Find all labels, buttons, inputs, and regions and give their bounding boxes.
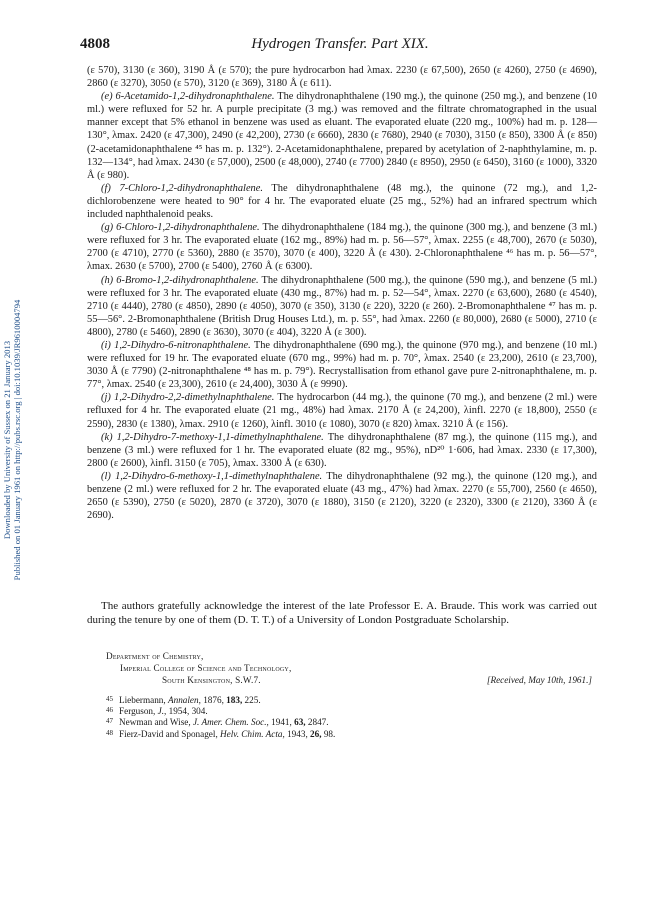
paragraph-j	[87, 391, 597, 430]
reference-number: 48	[106, 728, 113, 737]
paragraph-i	[87, 339, 597, 391]
paragraph-label: (h) 6-Bromo-1,2-dihydronaphthalene.	[101, 274, 259, 286]
reference-volume: 63,	[294, 717, 306, 728]
reference-item	[106, 728, 596, 739]
reference-authors: Ferguson,	[119, 706, 156, 717]
paragraph-e	[87, 90, 597, 182]
reference-page: 2847.	[307, 717, 329, 728]
reference-authors: Newman and Wise,	[119, 717, 191, 728]
reference-number: 47	[106, 717, 113, 726]
address-line	[106, 674, 596, 686]
reference-page: 304.	[191, 706, 208, 717]
paragraph-k	[87, 431, 597, 470]
reference-year: 1876,	[203, 695, 224, 705]
author-address	[106, 650, 596, 686]
running-head	[80, 36, 600, 56]
reference-authors: Liebermann,	[119, 695, 166, 705]
reference-journal: Helv. Chim. Acta,	[220, 728, 285, 739]
address-line-text: South Kensington, S.W.7.	[162, 675, 261, 685]
paragraph-label: (j) 1,2-Dihydro-2,2-dimethylnaphthalene.	[101, 392, 275, 404]
paragraph-label: (i) 1,2-Dihydro-6-nitronaphthalene.	[101, 339, 251, 351]
reference-item	[106, 705, 596, 716]
received-date: [Received, May 10th, 1961.]	[486, 675, 592, 685]
reference-journal: J.,	[157, 706, 167, 717]
reference-authors: Fierz-David and Sponagel,	[119, 728, 218, 739]
reference-volume: 26,	[310, 728, 322, 739]
paragraph-text: (ε 570), 3130 (ε 360), 3190 Å (ε 570); the pure hydrocarbon had λmax. 2230 (ε 67,500), 2650 (ε 4260), 2750 (ε 4690), 2860 (ε 3270), 3050 (ε 570), 3120 (ε 369), 3180 Å (ε 611).	[87, 65, 597, 90]
acknowledgement: The authors gratefully acknowledge the interest of the late Professor E. A. Braude. This work was carried out during the tenure by one of them (D. T. T.) of a University of London Postgraduate Scholarship.	[87, 600, 597, 626]
reference-year: 1954,	[168, 706, 190, 717]
reference-volume: 183,	[226, 695, 243, 705]
paragraph-text: The dihydronaphthalene (500 mg.), the quinone (590 mg.), and benzene (5 ml.) were refluxed for 3 hr. The evaporated eluate (430 mg., 87%) had m. p. 52—54°, λmax. 2270 (ε 63,600), 2680 (ε 4540), 2710 (ε 4440), 2780 (ε 4850), 2890 (ε 4050), 3070 (ε 350), 3130 (ε 220), 3220 (ε 260). 2-Bromonaphthalene ⁴⁷ has m. p. 55—56°. 2-Bromonaphthalene (British Drug Houses Ltd.), m. p. 55°, had λmax. 2260 (ε 80,000), 2680 (ε 5000), 2710 (ε 4800), 2780 (ε 5460), 2890 (ε 3630), 3070 (ε 404), 3220 Å (ε 300).	[87, 274, 597, 338]
paragraph-text: The dihydronaphthalene (190 mg.), the quinone (250 mg.), and benzene (10 ml.) were refluxed for 52 hr. A purple precipitate (3 mg.) was removed and the filtrate chromatographed in the usual manner except that 5% ethanol in benzene was used as eluant. The evaporated eluate (220 mg., 100%) had m. p. 128—130°, λmax. 2420 (ε 47,300), 2490 (ε 42,200), 2730 (ε 6660), 2830 (ε 7680), 2940 (ε 7030), 3150 (ε 850), 3300 Å (ε 850) (2-acetamidonaphthalene ⁴⁵ has m. p. 132°). 2-Acetamidonaphthalene, prepared by acetylation of 2-naphthylamine, m. p. 132—134°, had λmax. 2430 (ε 57,000), 2500 (ε 48,000), 2740 (ε 7700) 2840 (ε 8950), 2950 (ε 6450), 3160 (ε 1000), 3320 Å (ε 980).	[87, 91, 597, 181]
paragraph-continued	[87, 64, 597, 90]
paragraph-text: The dihydronaphthalene (690 mg.), the quinone (970 mg.), and benzene (10 ml.) were refluxed for 19 hr. The evaporated eluate (670 mg., 99%) had m. p. 70°, λmax. 2540 (ε 23,200), 2610 (ε 23,700), 3030 Å (ε 7790) (2-nitronaphthalene ⁴⁸ has m. p. 79°). Recrystallisation from ethanol gave pure 2-nitronaphthalene, m. p. 77°, λmax. 2540 (ε 23,300), 2610 (ε 24,400), 3030 Å (ε 9990).	[87, 339, 597, 391]
paragraph-text: The dihydronaphthalene (48 mg.), the quinone (72 mg.), and 1,2-dichlorobenzene were heated to 90° for 4 hr. The evaporated eluate (25 mg., 52%) had an infrared spectrum which included naphthalenoid peaks.	[87, 182, 597, 221]
paragraph-label: (l) 1,2-Dihydro-6-methoxy-1,1-dimethylnaphthalene.	[101, 470, 323, 482]
reference-number: 45	[106, 695, 113, 703]
paragraph-h	[87, 274, 597, 339]
reference-item	[106, 694, 596, 705]
paragraph-label: (e) 6-Acetamido-1,2-dihydronaphthalene.	[101, 91, 275, 103]
publication-notice-line[interactable]: Published on 01 January 1961 on http://pubs.rsc.org | doi:10.1039/JR9610004794	[12, 299, 22, 581]
paragraph-text: The hydrocarbon (44 mg.), the quinone (70 mg.), and benzene (2 ml.) were refluxed for 4 hr. The evaporated eluate (21 mg., 48%) had λmax. 2170 Å (ε 24,200), λinfl. 2270 (ε 18,800), 2550 (ε 2590), 2830 (ε 1380), λmax. 2910 (ε 1260), λinfl. 3010 (ε 1080), 3070 (ε 820) λmax. 3210 Å (ε 156).	[87, 392, 598, 430]
paragraph-label: (f) 7-Chloro-1,2-dihydronaphthalene.	[101, 182, 263, 194]
reference-year: 1941,	[271, 717, 292, 728]
paragraph-l	[87, 470, 597, 522]
paragraph-text: The dihydronaphthalene (87 mg.), the quinone (115 mg.), and benzene (3 ml.) were refluxed for 1 hr. The evaporated eluate (82 mg., 95%), nD²⁰ 1·606, had λmax. 2330 (ε 17,300), 2800 (ε 2600), λinfl. 3150 (ε 705), λmax. 3300 Å (ε 630).	[87, 431, 597, 469]
reference-year: 1943,	[287, 728, 308, 739]
reference-page: 225.	[244, 695, 261, 705]
reference-item	[106, 716, 596, 727]
experimental-text	[87, 64, 597, 522]
running-title: Hydrogen Transfer. Part XIX.	[251, 36, 429, 52]
paragraph-f	[87, 182, 597, 221]
page-number: 4808	[80, 36, 110, 52]
paragraph-text: The dihydronaphthalene (92 mg.), the quinone (120 mg.), and benzene (2 ml.) were refluxed for 2 hr. The evaporated eluate (43 mg., 47%) had λmax. 2270 (ε 55,700), 2560 (ε 4650), 2650 (ε 5390), 2750 (ε 5020), 2870 (ε 3720), 3070 (ε 1880), 3150 (ε 2120), 3220 (ε 2320), 3300 (ε 2120), 3360 Å (ε 2690).	[87, 470, 597, 522]
download-notice	[2, 200, 20, 680]
paragraph-text: The dihydronaphthalene (184 mg.), the quinone (300 mg.), and benzene (3 ml.) were refluxed for 3 hr. The evaporated eluate (162 mg., 89%) had m. p. 56—57°, λmax. 2255 (ε 48,700), 2670 (ε 5030), 2700 (ε 4710), 2770 (ε 5360), 2880 (ε 3570), 3070 (ε 400), 3220 Å (ε 430). 2-Chloronaphthalene ⁴⁶ has m. p. 56—57°, λmax. 2630 (ε 5700), 2700 (ε 5400), 2760 Å (ε 6300).	[87, 222, 597, 273]
reference-number: 46	[106, 706, 113, 715]
paragraph-label: (g) 6-Chloro-1,2-dihydronaphthalene.	[101, 222, 260, 234]
address-line: Imperial College of Science and Technology,	[120, 663, 292, 673]
paragraph-g	[87, 221, 597, 273]
reference-journal: Annalen,	[167, 695, 201, 705]
address-line: Department of Chemistry,	[106, 651, 204, 661]
reference-page: 98.	[323, 728, 336, 739]
paragraph-label: (k) 1,2-Dihydro-7-methoxy-1,1-dimethylnaphthalene.	[101, 431, 324, 443]
reference-journal: J. Amer. Chem. Soc.,	[192, 717, 269, 728]
download-notice-line[interactable]: Downloaded by University of Sussex on 21 January 2013	[2, 340, 12, 540]
references	[106, 694, 596, 739]
